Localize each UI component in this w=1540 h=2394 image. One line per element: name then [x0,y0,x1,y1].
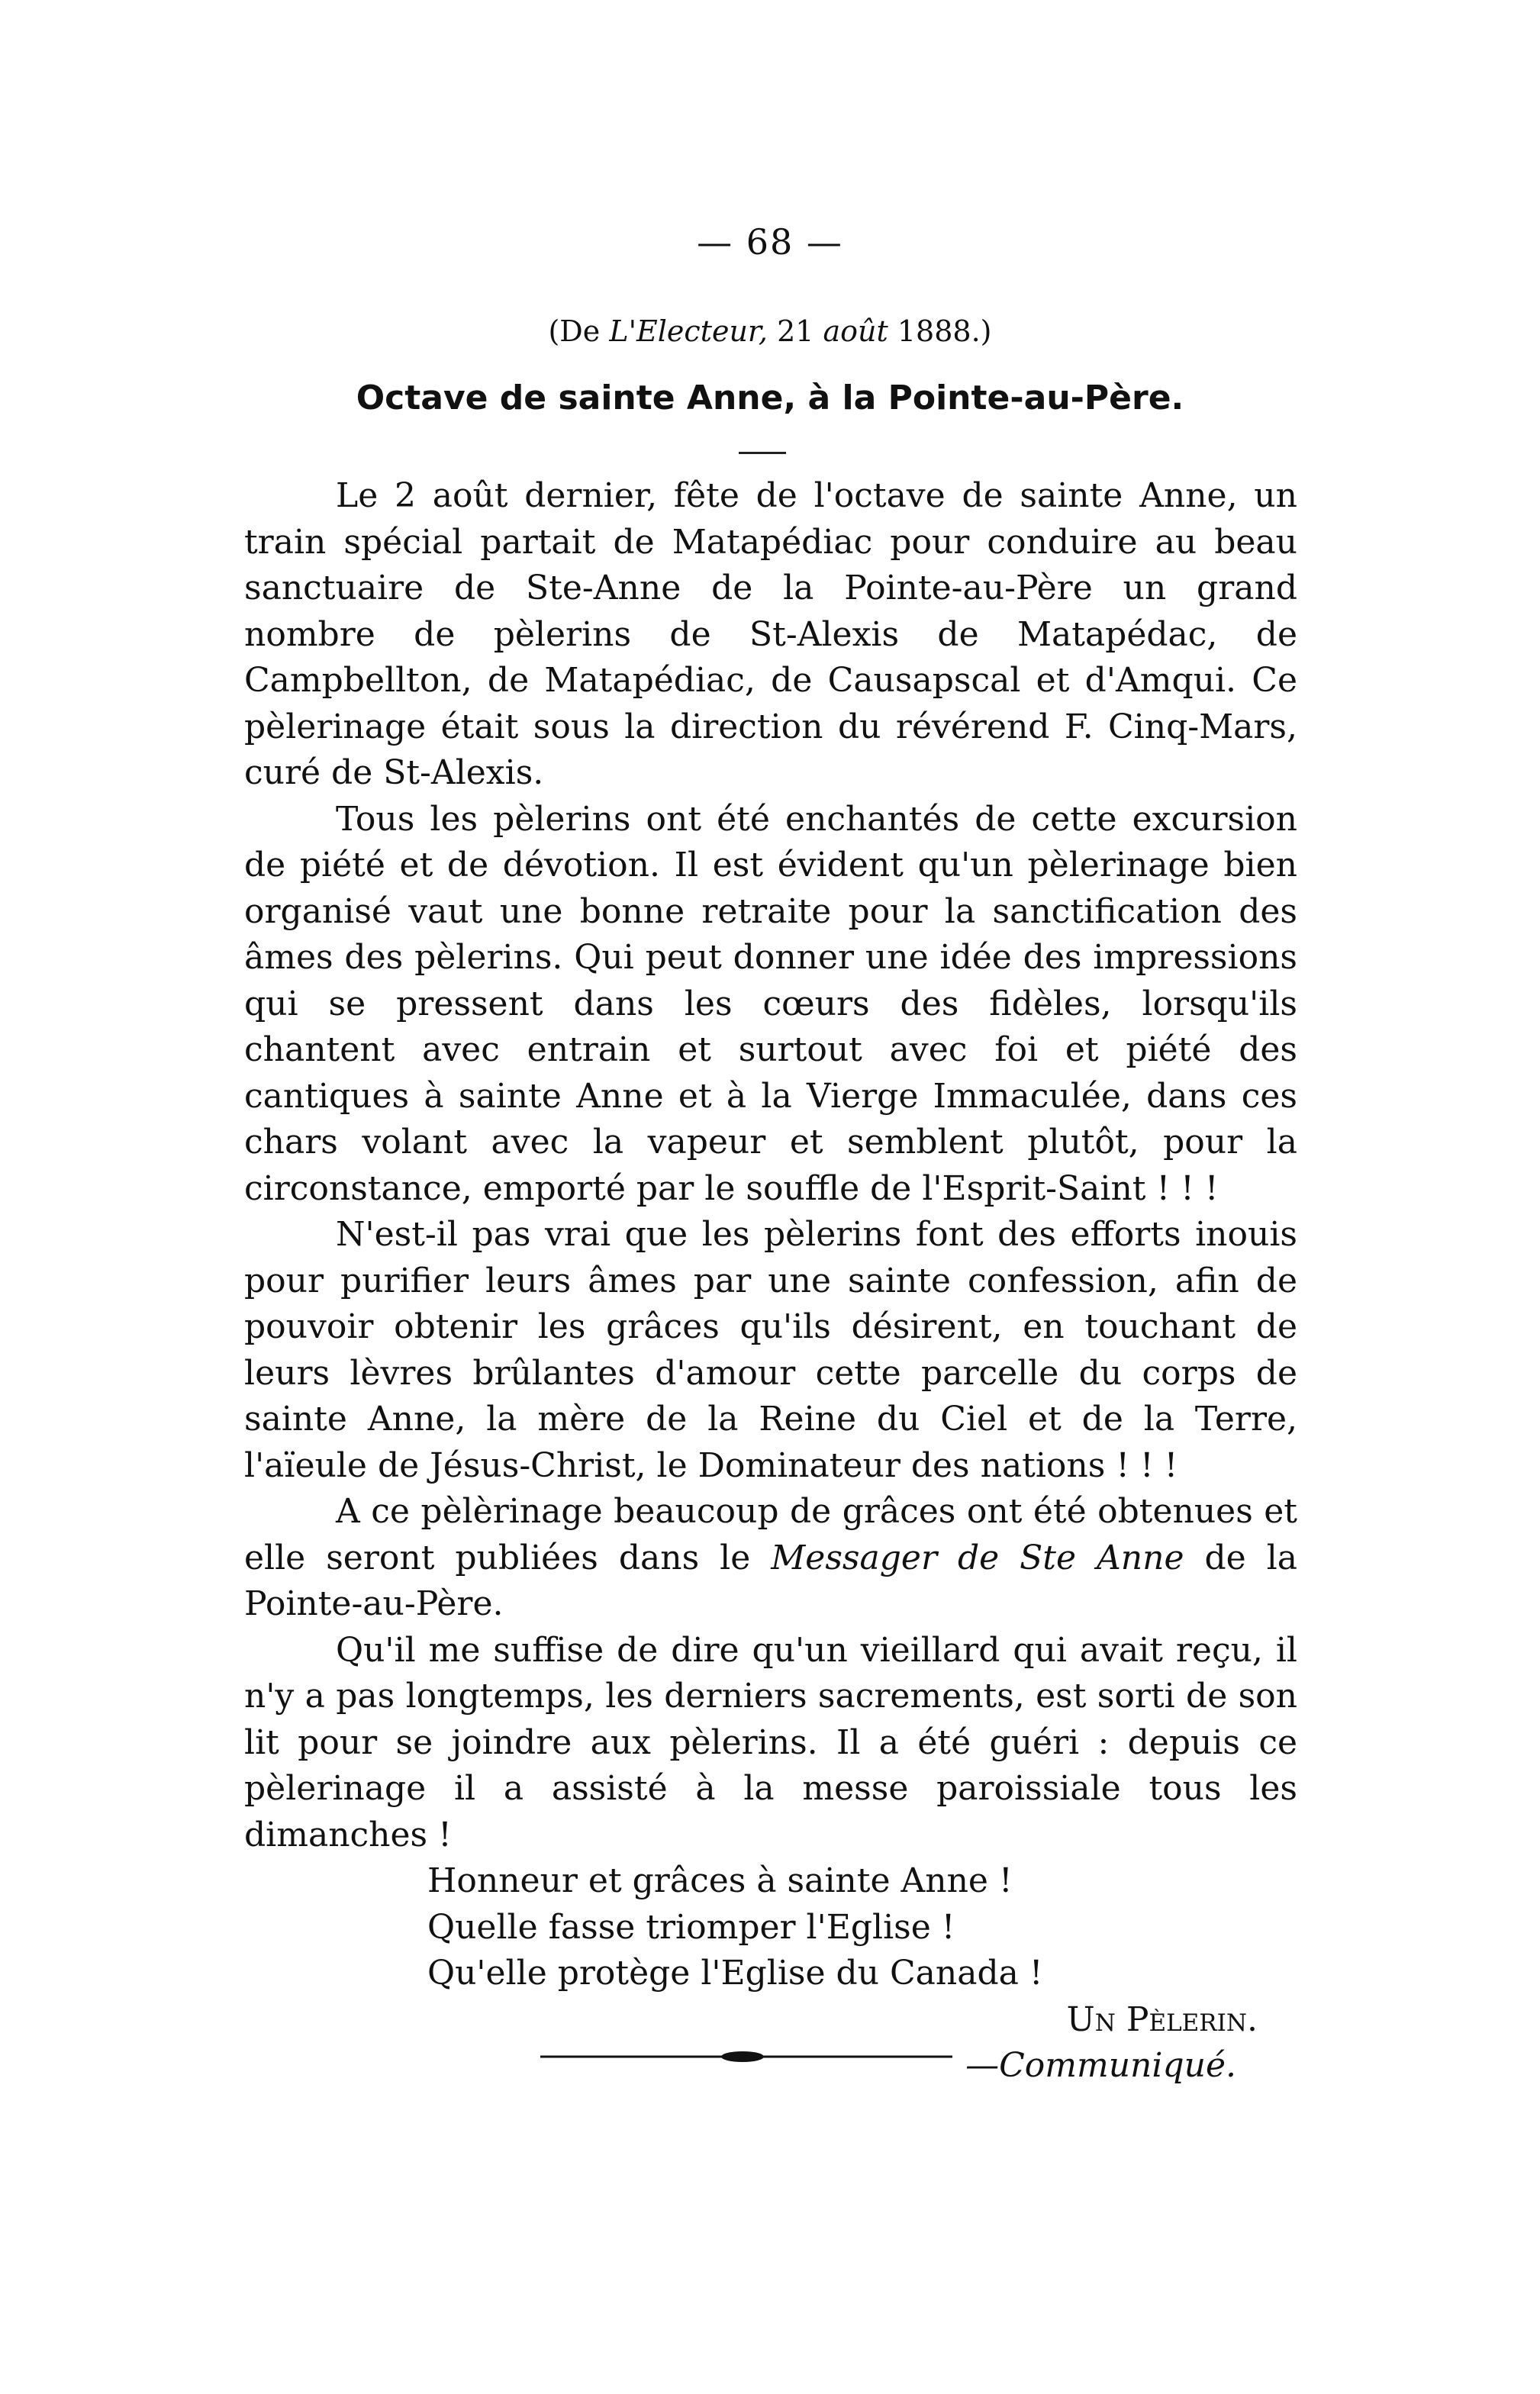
article-body [244,473,1297,2090]
paragraph-4-after: de la Pointe-au-Père. [244,1538,1298,1623]
communique-label: —Communiqué. [965,2046,1236,2085]
source-citation [0,314,1540,348]
exclamation-1: Honneur et grâces à sainte Anne ! [427,1861,1013,1900]
page-number: — 68 — [697,221,843,263]
paragraph-2: Tous les pèlerins ont été enchantés de cette excursion de piété et de dévotion. Il est évident qu'un pèlerinage bien organisé vaut une bonne retraite pour la sanctification des âmes des pèlerins. Qui peut donner une idée des impressions qui se pressent dans les cœurs des fidèles, lorsqu'ils chantent avec entrain et surtout avec foi et piété des cantiques à sainte Anne et à la Vierge Immaculée, dans ces chars volant avec la vapeur et semblent plutôt, pour la circonstance, emporté par le souffle de l'Esprit-Saint ! ! ! [244,799,1297,1208]
ornament-rule [540,2045,952,2068]
paragraph-3: N'est-il pas vrai que les pèlerins font des efforts inouis pour purifier leurs âmes par une sainte confession, afin de pouvoir obtenir les grâces qu'ils désirent, en touchant de leurs lèvres brûlantes d'amour cette parcelle du corps de sainte Anne, la mère de la Reine du Ciel et de la Terre, l'aïeule de Jésus-Christ, le Dominateur des nations ! ! ! [244,1215,1297,1485]
exclamation-2: Quelle fasse triomper l'Eglise ! [427,1907,955,1947]
paragraph-4-before: A ce pèlèrinage beaucoup de grâces ont été obtenues et elle seront publiées dans le [244,1492,1297,1577]
source-prefix: (De [548,314,610,348]
source-day: 21 [768,314,823,348]
paragraph-5: Qu'il me suffise de dire qu'un vieillard qui avait reçu, il n'y a pas longtemps, les derniers sacrements, est sorti de son lit pour se joindre aux pèlerins. Il a été guéri : depuis ce pèlerinage il a assisté à la messe paroissiale tous les dimanches ! [244,1630,1297,1854]
messager-title: Messager de Ste Anne [771,1538,1184,1577]
paragraph-4 [244,1489,1297,1628]
exclamation-3: Qu'elle protège l'Eglise du Canada ! [427,1954,1043,1993]
paragraph-1: Le 2 août dernier, fête de l'octave de sainte Anne, un train spécial partait de Matapédiac pour conduire au beau sanctuaire de Ste-Anne de la Pointe-au-Père un grand nombre de pèlerins de St-Alexis de Matapédac, de Campbellton, de Matapédiac, de Causapscal et d'Amqui. Ce pèlerinage était sous la direction du révérend F. Cinq-Mars, curé de St-Alexis. [244,476,1297,792]
article-title: Octave de sainte Anne, à la Pointe-au-Père. [356,379,1184,417]
source-journal: L'Electeur, [609,314,768,348]
signature: Un Pèlerin. [1066,1999,1258,2039]
source-year: 1888.) [888,314,992,348]
title-divider [739,452,786,454]
source-month: août [823,314,888,348]
